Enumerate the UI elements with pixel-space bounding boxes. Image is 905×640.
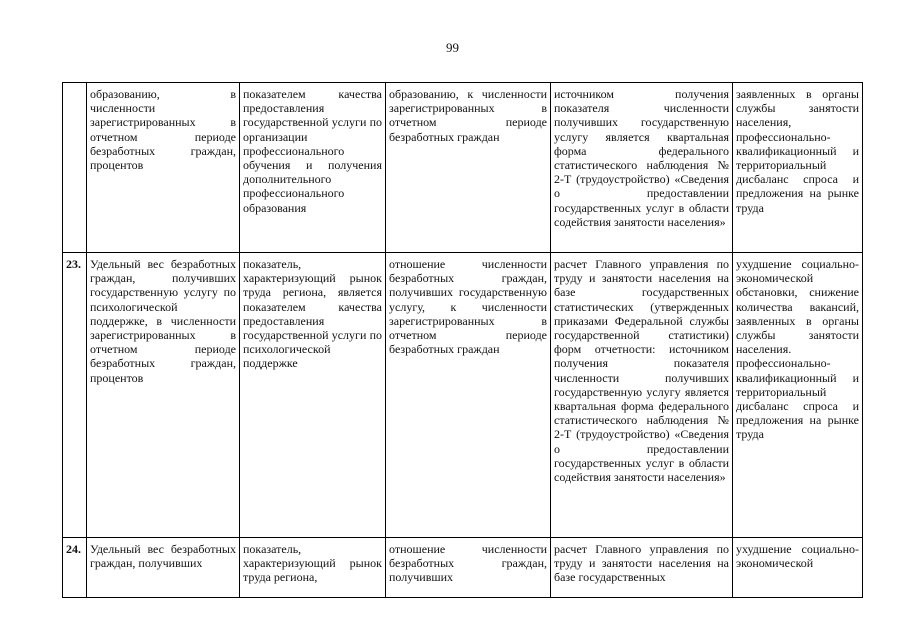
- definition-cell: отношение численности безработных граждан, получивших государственную услугу, к численности зарегистрированных в отчетном периоде безработных граждан: [386, 253, 551, 538]
- page-number: 99: [446, 40, 459, 55]
- source-cell: расчет Главного управления по труду и занятости населения на базе государственных статистических (утвержденных приказами Федеральной службы государственной статистики) форм отчетности: источником получения показателя численности получивших государственную услугу является квартальная форма федерального статистического наблюдения № 2-Т (трудоустройство) «Сведения о предоставлении государственных услуг в области содействия занятости населения»: [551, 253, 733, 538]
- row-number: 24.: [63, 538, 87, 598]
- table-row: [63, 538, 863, 598]
- characterizes-cell: показателем качества предоставления государственной услуги по организации профессионального обучения и получения дополнительного профессионального образования: [240, 83, 386, 253]
- row-number: [63, 83, 87, 253]
- characterizes-cell: показатель, характеризующий рынок труда региона, является показателем качества предоставления государственной услуги по психологической поддержке: [240, 253, 386, 538]
- indicator-cell: Удельный вес безработных граждан, получивших: [87, 538, 240, 598]
- table-row: [63, 83, 863, 253]
- row-number: 23.: [63, 253, 87, 538]
- factors-cell: ухудшение социально-экономической обстановки, снижение количества вакансий, заявленных в органы службы занятости населения. профессионально-квалификационный и территориальный дисбаланс спроса и предложения на рынке труда: [733, 253, 863, 538]
- indicator-table: [62, 82, 863, 598]
- source-cell: источником получения показателя численности получивших государственную услугу является квартальная форма федерального статистического наблюдения № 2-Т (трудоустройство) «Сведения о предоставлении государственных услуг в области содействия занятости населения»: [551, 83, 733, 253]
- table-row: [63, 253, 863, 538]
- indicator-cell: образованию, в численности зарегистрированных в отчетном периоде безработных граждан, процентов: [87, 83, 240, 253]
- source-cell: расчет Главного управления по труду и занятости населения на базе государственных: [551, 538, 733, 598]
- definition-cell: образованию, к численности зарегистрированных в отчетном периоде безработных граждан: [386, 83, 551, 253]
- factors-cell: заявленных в органы службы занятости населения, профессионально-квалификационный и территориальный дисбаланс спроса и предложения на рынке труда: [733, 83, 863, 253]
- indicator-cell: Удельный вес безработных граждан, получивших государственную услугу по психологической поддержке, в численности зарегистрированных в отчетном периоде безработных граждан, процентов: [87, 253, 240, 538]
- characterizes-cell: показатель, характеризующий рынок труда региона,: [240, 538, 386, 598]
- factors-cell: ухудшение социально-экономической: [733, 538, 863, 598]
- definition-cell: отношение численности безработных граждан, получивших: [386, 538, 551, 598]
